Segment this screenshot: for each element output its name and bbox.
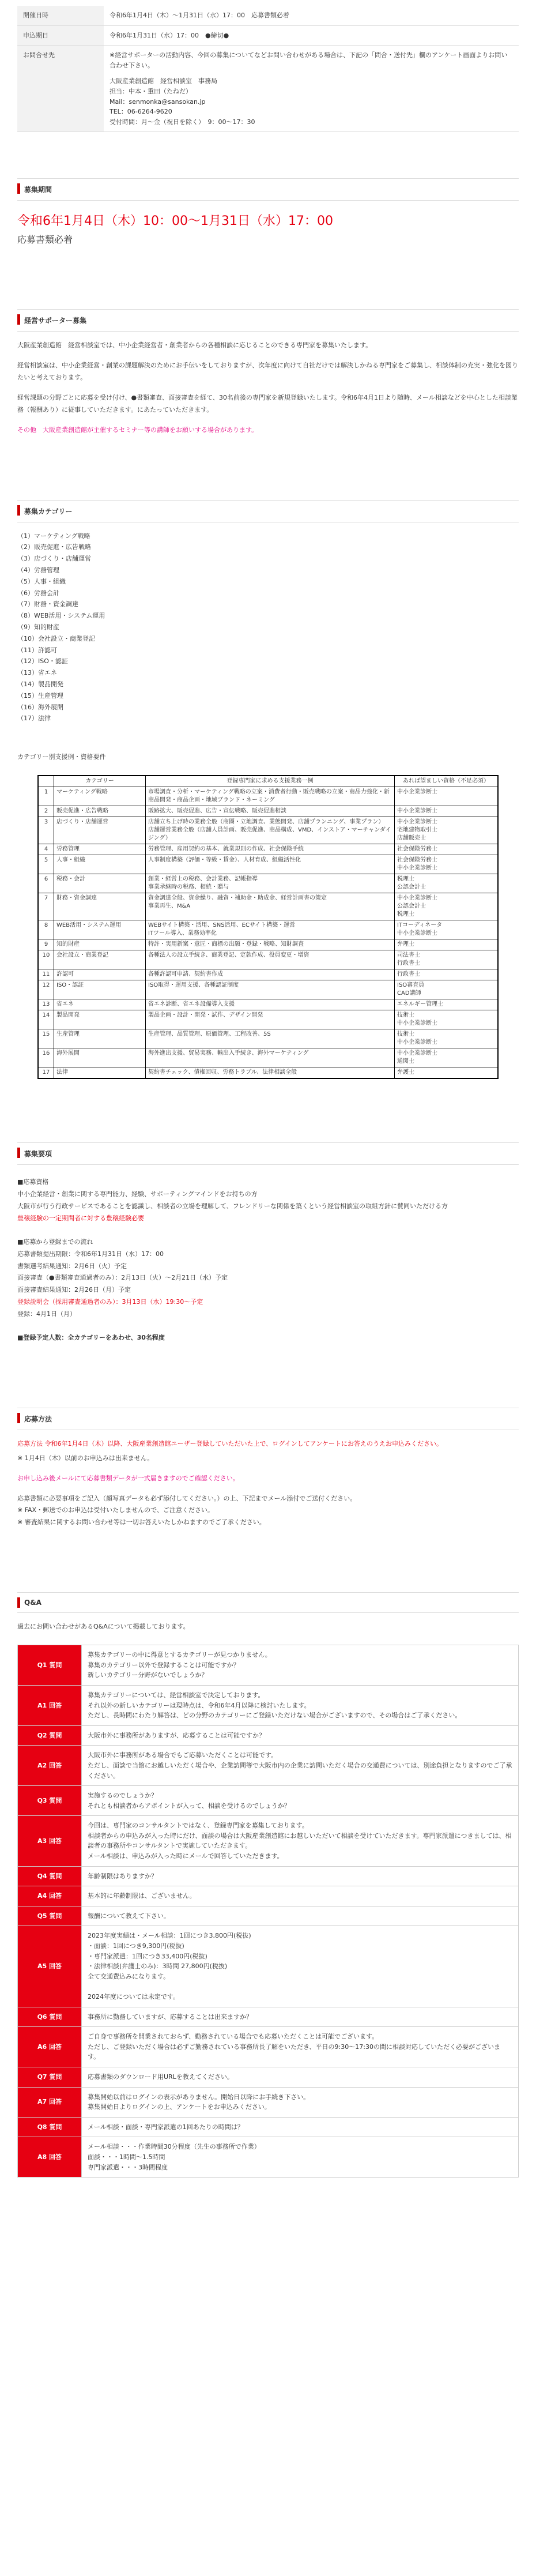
qa-question-label: Q3 質問 xyxy=(18,1786,82,1816)
table-cell: 製品企画・設計・開発・試作、デザイン開発 xyxy=(146,1010,395,1029)
contact-line: 大阪産業創造館 経営相談室 事務局 xyxy=(110,77,217,85)
qa-answer-text: ご自身で事務所を開業されておらず、勤務されている場合でも応募いただくことは可能でございます。 ただし、ご登録いただく場合は必ずご勤務されている事務所長了解をいただき、平日の9:30〜17:30の間に相談対応していただく必要がございます。 xyxy=(82,2027,519,2067)
category-list xyxy=(17,531,519,725)
qa-question-label: Q4 質問 xyxy=(18,1866,82,1886)
table-cell: 9 xyxy=(38,939,54,950)
contact-line: ※経営サポーターの活動内容、今回の募集についてなどお問い合わせがある場合は、下記の「問合・送付先」欄のアンケート画面よりお問い合わせ下さい。 xyxy=(110,51,508,69)
table-cell: 3 xyxy=(38,817,54,844)
qa-answer-row xyxy=(18,1886,519,1906)
table-cell: ISO・認証 xyxy=(54,980,146,999)
apply-line: ※ FAX・郵送でのお申込は受付いたしませんので、ご注意ください。 xyxy=(17,1506,214,1514)
table-cell: 資金調達全般、資金繰り、融資・補助金・助成金、経営計画書の策定 事業再生、M&A xyxy=(146,893,395,920)
table-header: あれば望ましい資格（不足必須） xyxy=(395,776,499,787)
table-row xyxy=(38,787,498,806)
table-header: カテゴリー xyxy=(54,776,146,787)
table-header-row xyxy=(38,776,498,787)
table-cell: ISO審査員 CAD講師 xyxy=(395,980,499,999)
table-cell: 税務・会計 xyxy=(54,874,146,893)
section-heading-apply: 応募方法 xyxy=(17,1408,519,1430)
table-cell: 人事制度構築（評価・等級・賃金）、人材育成、組織活性化 xyxy=(146,855,395,874)
qa-question-row xyxy=(18,2067,519,2087)
qa-answer-label: A8 回答 xyxy=(18,2137,82,2178)
requirements-block-2 xyxy=(17,1236,519,1321)
qa-question-text: 実施するのでしょうか？ それとも相談者からアポイントが入って、相談を受けるのでしょうか？ xyxy=(82,1786,519,1816)
table-cell: 労務管理 xyxy=(54,844,146,855)
requirements-line: 書類選考結果通知：2月6日（火）予定 xyxy=(17,1262,127,1270)
requirements-line: 中小企業経営・創業に関する専門能力、経験、サポーティングマインドをお持ちの方 xyxy=(17,1190,258,1198)
qa-question-text: 大阪市外に事務所がありますが、応募することは可能ですか？ xyxy=(82,1725,519,1746)
qa-question-label: Q7 質問 xyxy=(18,2067,82,2087)
table-cell: 人事・組織 xyxy=(54,855,146,874)
qa-answer-label: A3 回答 xyxy=(18,1816,82,1866)
table-cell: 6 xyxy=(38,874,54,893)
table-cell: 海外展開 xyxy=(54,1048,146,1067)
table-cell: エネルギー管理士 xyxy=(395,999,499,1010)
qa-answer-row xyxy=(18,1816,519,1866)
table-cell: 店舗立ち上げ時の業務全般（商圏・立地調査、業態開発、店舗プランニング、事業プラン） 店舗運営業務全般（店舗人員計画、販売促進、商品構成、VMD、インストア・マーチャンダイジング） xyxy=(146,817,395,844)
period-date: 令和6年1月4日（木）10：00〜1月31日（水）17：00 xyxy=(17,214,333,229)
category-item: （6）労務会計 xyxy=(17,589,59,597)
table-cell: 省エネ診断、省エネ設備導入支援 xyxy=(146,999,395,1010)
qa-answer-row xyxy=(18,2027,519,2067)
category-item: （1）マーケティング戦略 xyxy=(17,532,90,540)
category-item: （2）販売促進・広告戦略 xyxy=(17,543,91,551)
table-row xyxy=(38,950,498,969)
table-row xyxy=(38,969,498,980)
qa-answer-row xyxy=(18,2137,519,2178)
table-cell: 技術士 中小企業診断士 xyxy=(395,1010,499,1029)
period-note: 応募書類必着 xyxy=(17,234,73,246)
category-item: （16）海外展開 xyxy=(17,703,63,711)
requirements-line: 面接審査結果通知：2月26日（月）予定 xyxy=(17,1286,131,1294)
table-row xyxy=(38,844,498,855)
table-cell: 中小企業診断士 通関士 xyxy=(395,1048,499,1067)
table-cell: 12 xyxy=(38,980,54,999)
requirements-red-line: 登録説明会（採用審査通過者のみ）：3月13日（水）19:30〜予定 xyxy=(17,1298,203,1306)
info-row-deadline xyxy=(17,25,519,46)
recruit-paragraph: 大阪産業創造館 経営相談室では、中小企業経営者・創業者からの各種相談に応じることのできる専門家を募集いたします。 xyxy=(17,341,372,349)
table-row xyxy=(38,855,498,874)
apply-line: ※ 審査結果に関するお問い合わせ等は一切お答えいたしかねますのでご了承ください。 xyxy=(17,1518,266,1526)
qa-answer-text: 基本的に年齢制限は、ございません。 xyxy=(82,1886,519,1906)
info-row-contact xyxy=(17,46,519,132)
table-row xyxy=(38,1010,498,1029)
qa-question-text: 募集カテゴリーの中に得意とするカテゴリーが見つかりません。 募集のカテゴリー以外で登録することは可能ですか？ 新しいカテゴリー分野がないでしょうか？ xyxy=(82,1645,519,1686)
qa-answer-row xyxy=(18,1685,519,1725)
qa-answer-row xyxy=(18,1926,519,2007)
table-cell: 税理士 公認会計士 xyxy=(395,874,499,893)
info-label: お問合せ先 xyxy=(17,46,104,132)
table-cell: 知的財産 xyxy=(54,939,146,950)
qa-answer-text: メール相談・・・作業時間30分程度（先生の事務所で作業） 面談・・・1時間〜1.5時間 専門家派遣・・・3時間程度 xyxy=(82,2137,519,2178)
qa-question-label: Q8 質問 xyxy=(18,2117,82,2137)
table-cell: 中小企業診断士 宅地建物取引士 店舗販売士 xyxy=(395,817,499,844)
table-cell: 特許・実用新案・意匠・商標の出願・登録・戦略、知財調査 xyxy=(146,939,395,950)
info-value: 令和6年1月4日（木）〜1月31日（水）17：00 応募書類必着 xyxy=(104,6,519,25)
table-cell: 13 xyxy=(38,999,54,1010)
qa-question-label: Q6 質問 xyxy=(18,2007,82,2027)
requirements-block-3: ■登録予定人数：全カテゴリーをあわせ、30名程度 xyxy=(17,1334,165,1342)
qa-question-row xyxy=(18,1645,519,1686)
table-cell: 司法書士 行政書士 xyxy=(395,950,499,969)
qa-answer-row xyxy=(18,1746,519,1786)
contact-line xyxy=(110,70,513,76)
table-cell: 行政書士 xyxy=(395,969,499,980)
table-cell: マーケティング戦略 xyxy=(54,787,146,806)
info-label: 開催日時 xyxy=(17,6,104,25)
qa-question-label: Q1 質問 xyxy=(18,1645,82,1686)
requirements-block-1 xyxy=(17,1176,519,1225)
table-cell: 17 xyxy=(38,1067,54,1079)
table-header xyxy=(38,776,54,787)
table-cell: 11 xyxy=(38,969,54,980)
table-cell: 5 xyxy=(38,855,54,874)
section-heading-requirements: 募集要項 xyxy=(17,1142,519,1165)
qa-answer-text: 募集カテゴリーについては、経営相談室で決定しております。 それ以外の新しいカテゴリーは現時点は、令和6年4月以降に検討いたします。 ただし、長時間にわたり解答は、どの分野のカテゴリーにご登録いただけない場合がございますので、その場合はご了承ください。 xyxy=(82,1685,519,1725)
table-cell: 中小企業診断士 xyxy=(395,787,499,806)
table-row xyxy=(38,893,498,920)
table-cell: 10 xyxy=(38,950,54,969)
table-row xyxy=(38,920,498,939)
table-cell: 生産管理 xyxy=(54,1029,146,1048)
table-cell: 海外進出支援、貿易実務、輸出入手続き、海外マーケティング xyxy=(146,1048,395,1067)
category-item: （11）許認可 xyxy=(17,646,57,654)
category-item: （13）省エネ xyxy=(17,669,57,677)
table-row xyxy=(38,1029,498,1048)
qa-question-text: メール相談・面談・専門家派遣の1回あたりの時間は？ xyxy=(82,2117,519,2137)
qa-answer-text: 2023年度実績は・メール相談：1回につき3,800円(税抜) ・面談：1回につき9,300円(税抜) ・専門家派遣：1回につき33,400円(税抜) ・法律相談(弁護士のみ)：3時間 27,800円(税抜) 全て交通費込みになります。 2024年度については未定です。 xyxy=(82,1926,519,2007)
table-row xyxy=(38,806,498,817)
section-heading-categories: 募集カテゴリー xyxy=(17,500,519,522)
qa-answer-label: A7 回答 xyxy=(18,2087,82,2117)
qa-answer-text: 今回は、専門家のコンサルタントではなく、登録専門家を募集しております。 相談者からの申込みが入った時にだけ、面談の場合は大阪産業創造館にお越しいただいて相談を受けていただきます。専門家派遣につきましては、相談者の事務所やコンサルタントで実施していただきます。 メール相談は、申込みが入った時にメールで回答していただきます。 xyxy=(82,1816,519,1866)
table-cell: 契約書チェック、債権回収、労務トラブル、法律相談全般 xyxy=(146,1067,395,1079)
qa-question-text: 応募書類のダウンロード用URLを教えてください。 xyxy=(82,2067,519,2087)
contact-phone: TEL：06-6264-9620 xyxy=(110,108,172,116)
category-item: （7）財務・資金調達 xyxy=(17,600,78,608)
table-header: 登録専門家に求める支援業務一例 xyxy=(146,776,395,787)
apply-lines xyxy=(17,1493,519,1529)
table-cell: 販路拡大、販売促進、広告・宣伝戦略、販売促進相談 xyxy=(146,806,395,817)
qa-question-label: Q5 質問 xyxy=(18,1906,82,1926)
table-cell: 社会保険労務士 xyxy=(395,844,499,855)
table-cell: 創業・経営上の税務、会計業務、記帳指導 事業承継時の税務、相続・贈与 xyxy=(146,874,395,893)
table-cell: 弁理士 xyxy=(395,939,499,950)
category-item: （3）店づくり・店舗運営 xyxy=(17,555,91,563)
qa-question-text: 年齢制限はありますか？ xyxy=(82,1866,519,1886)
qa-answer-label: A4 回答 xyxy=(18,1886,82,1906)
apply-line: 応募書類に必要事項をご記入（顔写真データも必ず添付してください。）の上、下記までメール添付でご送付ください。 xyxy=(17,1494,357,1502)
section-heading-qa: Q&A xyxy=(17,1592,519,1613)
requirements-line: 応募書類提出期限：令和6年1月31日（水）17：00 xyxy=(17,1250,164,1258)
table-cell: 会社設立・商業登記 xyxy=(54,950,146,969)
category-item: （9）知的財産 xyxy=(17,623,59,631)
table-row xyxy=(38,1048,498,1067)
recruit-note: その他 大阪産業創造館が主催するセミナー等の講師をお願いする場合があります。 xyxy=(17,426,258,434)
category-item: （15）生産管理 xyxy=(17,691,63,700)
qa-answer-label: A1 回答 xyxy=(18,1685,82,1725)
apply-red-line: お申し込み後メールにて応募書類データが一式届きますのでご確認ください。 xyxy=(17,1474,239,1482)
table-cell: ITコーディネータ 中小企業診断士 xyxy=(395,920,499,939)
table-row xyxy=(38,980,498,999)
table-cell: 中小企業診断士 xyxy=(395,806,499,817)
table-row xyxy=(38,999,498,1010)
info-value xyxy=(104,46,519,132)
table-cell: 4 xyxy=(38,844,54,855)
table-cell: 販売促進・広告戦略 xyxy=(54,806,146,817)
qa-table xyxy=(17,1645,519,2178)
table-cell: 財務・資金調達 xyxy=(54,893,146,920)
table-cell: 16 xyxy=(38,1048,54,1067)
table-cell: 各種法人の設立手続き、商業登記、定款作成、役員変更・増資 xyxy=(146,950,395,969)
recruit-paragraph: 経営相談室は、中小企業経営・創業の課題解決のためにお手伝いをしておりますが、次年度に向けて自社だけでは解決しかねる専門家をご募集し、相談体制の充実・強化を図りたいと考えております。 xyxy=(17,362,518,382)
table-cell: 7 xyxy=(38,893,54,920)
table-cell: 労務管理、雇用契約の基本、就業規則の作成、社会保険手続 xyxy=(146,844,395,855)
qa-question-text: 報酬について教えて下さい。 xyxy=(82,1906,519,1926)
qa-question-row xyxy=(18,1866,519,1886)
qa-question-row xyxy=(18,2117,519,2137)
table-row xyxy=(38,1067,498,1079)
table-cell: 1 xyxy=(38,787,54,806)
table-cell: 許認可 xyxy=(54,969,146,980)
table-cell: 製品開発 xyxy=(54,1010,146,1029)
qa-question-row xyxy=(18,1786,519,1816)
info-row-datetime xyxy=(17,6,519,25)
category-item: （12）ISO・認証 xyxy=(17,657,68,665)
qa-question-row xyxy=(18,2007,519,2027)
table-cell: 中小企業診断士 公認会計士 税理士 xyxy=(395,893,499,920)
category-item: （8）WEB活用・システム運用 xyxy=(17,612,105,620)
recruit-paragraph: 経営課題の分野ごとに応募を受け付け、●書類審査、面接審査を経て、30名前後の専門家を新規登録いたします。令和6年4月1日より随時、メール相談などを中心とした相談業務（報酬あり）に従事していただきます。にあたっていただきます。 xyxy=(17,394,518,413)
category-item: （4）労務管理 xyxy=(17,566,59,574)
qa-answer-text: 大阪市外に事務所がある場合でもご応募いただくことは可能です。 ただし、面談で当館にお越しいただく場合や、企業訪問等で大阪市内の企業に訪問いただく場合の交通費については、別途負担となりますのでご了承ください。 xyxy=(82,1746,519,1786)
requirements-line: 面接審査（●書類審査通過者のみ）：2月13日（火）〜2月21日（水）予定 xyxy=(17,1274,228,1282)
event-info-table xyxy=(17,6,519,132)
qa-question-text: 事務所に勤務していますが、応募することは出来ますか？ xyxy=(82,2007,519,2027)
qa-question-row xyxy=(18,1906,519,1926)
table-cell: 8 xyxy=(38,920,54,939)
table-cell: 省エネ xyxy=(54,999,146,1010)
table-cell: 社会保険労務士 中小企業診断士 xyxy=(395,855,499,874)
apply-line: ※ 1月4日（木）以前のお申込みは出来ません。 xyxy=(17,1454,154,1462)
table-cell: 14 xyxy=(38,1010,54,1029)
apply-red-line: 応募方法 令和6年1月4日（木）以降、大阪産業創造館ユーザー登録していただいた上で、ログインしてアンケートにお答えのうえお申込みください。 xyxy=(17,1439,443,1447)
table-cell: 各種許認可申請、契約書作成 xyxy=(146,969,395,980)
section-heading-recruit: 経営サポーター募集 xyxy=(17,309,519,332)
table-cell: 2 xyxy=(38,806,54,817)
page xyxy=(17,0,519,2189)
qa-intro: 過去にお問い合わせがあるQ&Aについて掲載しております。 xyxy=(17,1623,190,1631)
qa-answer-label: A2 回答 xyxy=(18,1746,82,1786)
requirements-line: 大阪市が行う行政サービスであることを認識し、相談者の立場を理解して、フレンドリーな関係を築くという経営相談室の取組方針に賛同いただける方 xyxy=(17,1202,448,1210)
category-item: （17）法律 xyxy=(17,714,51,723)
table-row xyxy=(38,817,498,844)
table-cell: 生産管理、品質管理、原価管理、工程改善、5S xyxy=(146,1029,395,1048)
qa-answer-label: A6 回答 xyxy=(18,2027,82,2067)
table-row xyxy=(38,874,498,893)
category-table-caption: カテゴリー別支援例・資格要件 xyxy=(17,753,106,761)
table-cell: 15 xyxy=(38,1029,54,1048)
qa-answer-label: A5 回答 xyxy=(18,1926,82,2007)
contact-line: 担当：中本・重田（たねだ） xyxy=(110,87,192,95)
table-cell: 市場調査・分析・マーケティング戦略の立案・消費者行動・販売戦略の立案・商品力強化・新商品開発・商品企画・地域ブランド・ネーミング xyxy=(146,787,395,806)
table-cell: WEB活用・システム運用 xyxy=(54,920,146,939)
requirements-line: 登録：4月1日（月） xyxy=(17,1310,76,1318)
section-heading-period: 募集期間 xyxy=(17,178,519,201)
category-item: （14）製品開発 xyxy=(17,680,63,689)
qa-question-label: Q2 質問 xyxy=(18,1725,82,1746)
table-cell: ISO取得・運用支援、各種認証制度 xyxy=(146,980,395,999)
requirements-red-line: 豊穣経験の一定期間者に対する豊穣経験必要 xyxy=(17,1214,144,1222)
requirements-title: ■応募から登録までの流れ xyxy=(17,1238,93,1246)
table-cell: WEBサイト構築・活用、SNS活用、ECサイト構築・運営 ITツール導入、業務効率化 xyxy=(146,920,395,939)
qa-question-row xyxy=(18,1725,519,1746)
category-table xyxy=(37,775,499,1079)
contact-line: 受付時間：月〜金（祝日を除く） 9：00〜17：30 xyxy=(110,118,255,126)
info-value: 令和6年1月31日（水）17：00 ●締切● xyxy=(104,25,519,46)
table-cell: 法律 xyxy=(54,1067,146,1079)
table-row xyxy=(38,939,498,950)
contact-email[interactable]: Mail：senmonka@sansokan.jp xyxy=(110,97,206,106)
requirements-title: ■応募資格 xyxy=(17,1178,49,1186)
category-item: （5）人事・組織 xyxy=(17,577,66,585)
table-cell: 弁護士 xyxy=(395,1067,499,1079)
qa-answer-text: 募集開始以前はログインの表示がありません。開始日以降にお手続き下さい。 募集開始日よりログインの上、アンケートをお申込みください。 xyxy=(82,2087,519,2117)
table-cell: 店づくり・店舗運営 xyxy=(54,817,146,844)
table-cell: 技術士 中小企業診断士 xyxy=(395,1029,499,1048)
qa-answer-row xyxy=(18,2087,519,2117)
info-label: 申込期日 xyxy=(17,25,104,46)
category-item: （10）会社設立・商業登記 xyxy=(17,634,95,642)
